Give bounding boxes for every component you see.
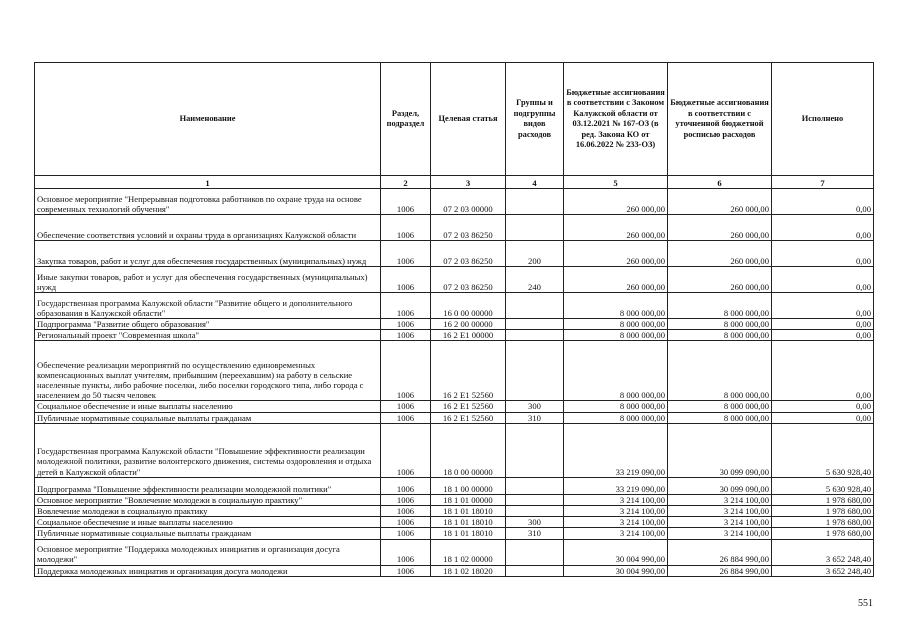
cell-name: Подпрограмма "Развитие общего образования": [35, 319, 381, 330]
cell-section: 1006: [381, 517, 431, 528]
cell-refined-amount: 8 000 000,00: [668, 401, 772, 412]
cell-target: 16 2 00 00000: [431, 319, 506, 330]
cell-target: 18 1 01 18010: [431, 506, 506, 517]
cell-name: Государственная программа Калужской области "Повышение эффективности реализации молодежной политики, развитие волонтерского движения, системы оздоровления и отдыха детей в Калужской области": [35, 423, 381, 477]
cell-target: 18 1 00 00000: [431, 477, 506, 494]
table-row: [35, 189, 874, 215]
table-row: [35, 330, 874, 341]
cell-refined-amount: 3 214 100,00: [668, 528, 772, 539]
cell-refined-amount: 3 214 100,00: [668, 494, 772, 505]
cell-refined-amount: 260 000,00: [668, 241, 772, 267]
header-row: [35, 63, 874, 176]
cell-law-amount: 260 000,00: [564, 241, 668, 267]
cell-section: 1006: [381, 341, 431, 401]
table-row: [35, 319, 874, 330]
cell-target: 16 2 E1 00000: [431, 330, 506, 341]
cell-section: 1006: [381, 423, 431, 477]
cell-executed-amount: 3 652 248,40: [772, 539, 874, 565]
table-row: [35, 494, 874, 505]
table-row: [35, 267, 874, 293]
cell-group: 300: [506, 401, 564, 412]
cell-name: Закупка товаров, работ и услуг для обеспечения государственных (муниципальных) нужд: [35, 241, 381, 267]
cell-section: 1006: [381, 565, 431, 576]
cell-name: Обеспечение реализации мероприятий по осуществлению единовременных компенсационных выплат учителям, прибывшим (переехавшим) на работу в сельские населенные пункты, либо рабочие поселки, либо поселки городского типа, либо города с населением до 50 тысяч человек: [35, 341, 381, 401]
cell-group: 240: [506, 267, 564, 293]
cell-law-amount: 8 000 000,00: [564, 330, 668, 341]
col-section-header: Раздел, подраздел: [381, 63, 431, 176]
cell-name: Основное мероприятие "Поддержка молодежных инициатив и организация досуга молодежи": [35, 539, 381, 565]
cell-refined-amount: 8 000 000,00: [668, 330, 772, 341]
column-number-row: [35, 176, 874, 189]
cell-executed-amount: 0,00: [772, 267, 874, 293]
cell-law-amount: 260 000,00: [564, 215, 668, 241]
cell-group: [506, 330, 564, 341]
cell-group: [506, 189, 564, 215]
cell-refined-amount: 26 884 990,00: [668, 565, 772, 576]
cell-name: Поддержка молодежных инициатив и организация досуга молодежи: [35, 565, 381, 576]
table-row: [35, 539, 874, 565]
cell-section: 1006: [381, 293, 431, 319]
cell-group: [506, 565, 564, 576]
cell-section: 1006: [381, 215, 431, 241]
table-row: [35, 423, 874, 477]
cell-executed-amount: 0,00: [772, 189, 874, 215]
cell-refined-amount: 260 000,00: [668, 189, 772, 215]
cell-executed-amount: 3 652 248,40: [772, 565, 874, 576]
cell-group: [506, 319, 564, 330]
cell-name: Региональный проект "Современная школа": [35, 330, 381, 341]
cell-target: 18 1 01 18010: [431, 528, 506, 539]
cell-executed-amount: 0,00: [772, 293, 874, 319]
col-groups-header: Группы и подгруппы видов расходов: [506, 63, 564, 176]
cell-law-amount: 3 214 100,00: [564, 528, 668, 539]
cell-refined-amount: 30 099 090,00: [668, 423, 772, 477]
cell-target: 18 1 01 18010: [431, 517, 506, 528]
cell-refined-amount: 26 884 990,00: [668, 539, 772, 565]
cell-section: 1006: [381, 267, 431, 293]
col-number: 1: [35, 176, 381, 189]
cell-name: Иные закупки товаров, работ и услуг для обеспечения государственных (муниципальных) нужд: [35, 267, 381, 293]
col-name-header: Наименование: [35, 63, 381, 176]
table-row: [35, 477, 874, 494]
cell-executed-amount: 0,00: [772, 412, 874, 423]
cell-group: [506, 494, 564, 505]
table-row: [35, 412, 874, 423]
cell-executed-amount: 0,00: [772, 330, 874, 341]
cell-section: 1006: [381, 330, 431, 341]
cell-law-amount: 3 214 100,00: [564, 494, 668, 505]
cell-law-amount: 8 000 000,00: [564, 341, 668, 401]
cell-group: [506, 215, 564, 241]
table-row: [35, 341, 874, 401]
cell-executed-amount: 0,00: [772, 241, 874, 267]
cell-name: Публичные нормативные социальные выплаты гражданам: [35, 412, 381, 423]
cell-group: [506, 539, 564, 565]
table-row: [35, 215, 874, 241]
col-law-header: Бюджетные ассигнования в соответствии с Законом Калужской области от 03.12.2021 № 167-ОЗ (в ред. Закона КО от 16.06.2022 № 233-ОЗ): [564, 63, 668, 176]
cell-executed-amount: 1 978 680,00: [772, 494, 874, 505]
cell-refined-amount: 8 000 000,00: [668, 293, 772, 319]
cell-law-amount: 8 000 000,00: [564, 293, 668, 319]
cell-executed-amount: 5 630 928,40: [772, 423, 874, 477]
table-row: [35, 506, 874, 517]
cell-law-amount: 260 000,00: [564, 267, 668, 293]
col-number: 2: [381, 176, 431, 189]
cell-target: 16 2 E1 52560: [431, 401, 506, 412]
cell-refined-amount: 3 214 100,00: [668, 517, 772, 528]
cell-executed-amount: 0,00: [772, 401, 874, 412]
cell-executed-amount: 0,00: [772, 215, 874, 241]
col-executed-header: Исполнено: [772, 63, 874, 176]
cell-group: [506, 477, 564, 494]
cell-group: [506, 423, 564, 477]
cell-group: [506, 341, 564, 401]
cell-name: Обеспечение соответствия условий и охраны труда в организациях Калужской области: [35, 215, 381, 241]
cell-section: 1006: [381, 528, 431, 539]
cell-law-amount: 33 219 090,00: [564, 423, 668, 477]
cell-refined-amount: 8 000 000,00: [668, 341, 772, 401]
cell-target: 18 1 01 00000: [431, 494, 506, 505]
table-row: [35, 565, 874, 576]
col-number: 4: [506, 176, 564, 189]
cell-name: Государственная программа Калужской области "Развитие общего и дополнительного образования в Калужской области": [35, 293, 381, 319]
cell-name: Вовлечение молодежи в социальную практику: [35, 506, 381, 517]
cell-target: 07 2 03 86250: [431, 267, 506, 293]
cell-law-amount: 260 000,00: [564, 189, 668, 215]
cell-refined-amount: 30 099 090,00: [668, 477, 772, 494]
cell-section: 1006: [381, 477, 431, 494]
col-refined-header: Бюджетные ассигнования в соответствии с уточненной бюджетной росписью расходов: [668, 63, 772, 176]
cell-group: 310: [506, 528, 564, 539]
cell-refined-amount: 8 000 000,00: [668, 319, 772, 330]
col-target-header: Целевая статья: [431, 63, 506, 176]
cell-refined-amount: 260 000,00: [668, 267, 772, 293]
cell-law-amount: 3 214 100,00: [564, 517, 668, 528]
cell-target: 16 2 E1 52560: [431, 341, 506, 401]
cell-law-amount: 33 219 090,00: [564, 477, 668, 494]
table-body: [35, 189, 874, 577]
cell-name: Социальное обеспечение и иные выплаты населению: [35, 517, 381, 528]
cell-target: 18 1 02 18020: [431, 565, 506, 576]
cell-section: 1006: [381, 189, 431, 215]
cell-group: 300: [506, 517, 564, 528]
cell-target: 07 2 03 86250: [431, 241, 506, 267]
cell-name: Социальное обеспечение и иные выплаты населению: [35, 401, 381, 412]
cell-section: 1006: [381, 401, 431, 412]
cell-target: 18 0 00 00000: [431, 423, 506, 477]
col-number: 3: [431, 176, 506, 189]
cell-law-amount: 8 000 000,00: [564, 412, 668, 423]
cell-target: 16 2 E1 52560: [431, 412, 506, 423]
cell-executed-amount: 1 978 680,00: [772, 517, 874, 528]
table-row: [35, 293, 874, 319]
cell-section: 1006: [381, 539, 431, 565]
col-number: 5: [564, 176, 668, 189]
table-row: [35, 528, 874, 539]
cell-group: [506, 293, 564, 319]
cell-target: 07 2 03 00000: [431, 189, 506, 215]
cell-group: 200: [506, 241, 564, 267]
cell-section: 1006: [381, 494, 431, 505]
cell-target: 18 1 02 00000: [431, 539, 506, 565]
cell-executed-amount: 1 978 680,00: [772, 528, 874, 539]
table-row: [35, 517, 874, 528]
cell-law-amount: 8 000 000,00: [564, 401, 668, 412]
cell-refined-amount: 260 000,00: [668, 215, 772, 241]
cell-name: Основное мероприятие "Непрерывная подготовка работников по охране труда на основе современных технологий обучения": [35, 189, 381, 215]
cell-name: Подпрограмма "Повышение эффективности реализации молодежной политики": [35, 477, 381, 494]
cell-section: 1006: [381, 412, 431, 423]
cell-group: [506, 506, 564, 517]
cell-section: 1006: [381, 241, 431, 267]
cell-law-amount: 30 004 990,00: [564, 565, 668, 576]
cell-group: 310: [506, 412, 564, 423]
col-number: 6: [668, 176, 772, 189]
cell-name: Основное мероприятие "Вовлечение молодежи в социальную практику": [35, 494, 381, 505]
col-number: 7: [772, 176, 874, 189]
cell-executed-amount: 5 630 928,40: [772, 477, 874, 494]
cell-executed-amount: 0,00: [772, 341, 874, 401]
cell-refined-amount: 8 000 000,00: [668, 412, 772, 423]
table-row: [35, 401, 874, 412]
cell-law-amount: 30 004 990,00: [564, 539, 668, 565]
cell-target: 07 2 03 86250: [431, 215, 506, 241]
table-row: [35, 241, 874, 267]
page-number: 551: [858, 598, 873, 609]
cell-law-amount: 3 214 100,00: [564, 506, 668, 517]
cell-executed-amount: 1 978 680,00: [772, 506, 874, 517]
cell-law-amount: 8 000 000,00: [564, 319, 668, 330]
budget-table: [34, 62, 874, 577]
cell-name: Публичные нормативные социальные выплаты гражданам: [35, 528, 381, 539]
cell-section: 1006: [381, 506, 431, 517]
cell-section: 1006: [381, 319, 431, 330]
cell-refined-amount: 3 214 100,00: [668, 506, 772, 517]
cell-executed-amount: 0,00: [772, 319, 874, 330]
cell-target: 16 0 00 00000: [431, 293, 506, 319]
